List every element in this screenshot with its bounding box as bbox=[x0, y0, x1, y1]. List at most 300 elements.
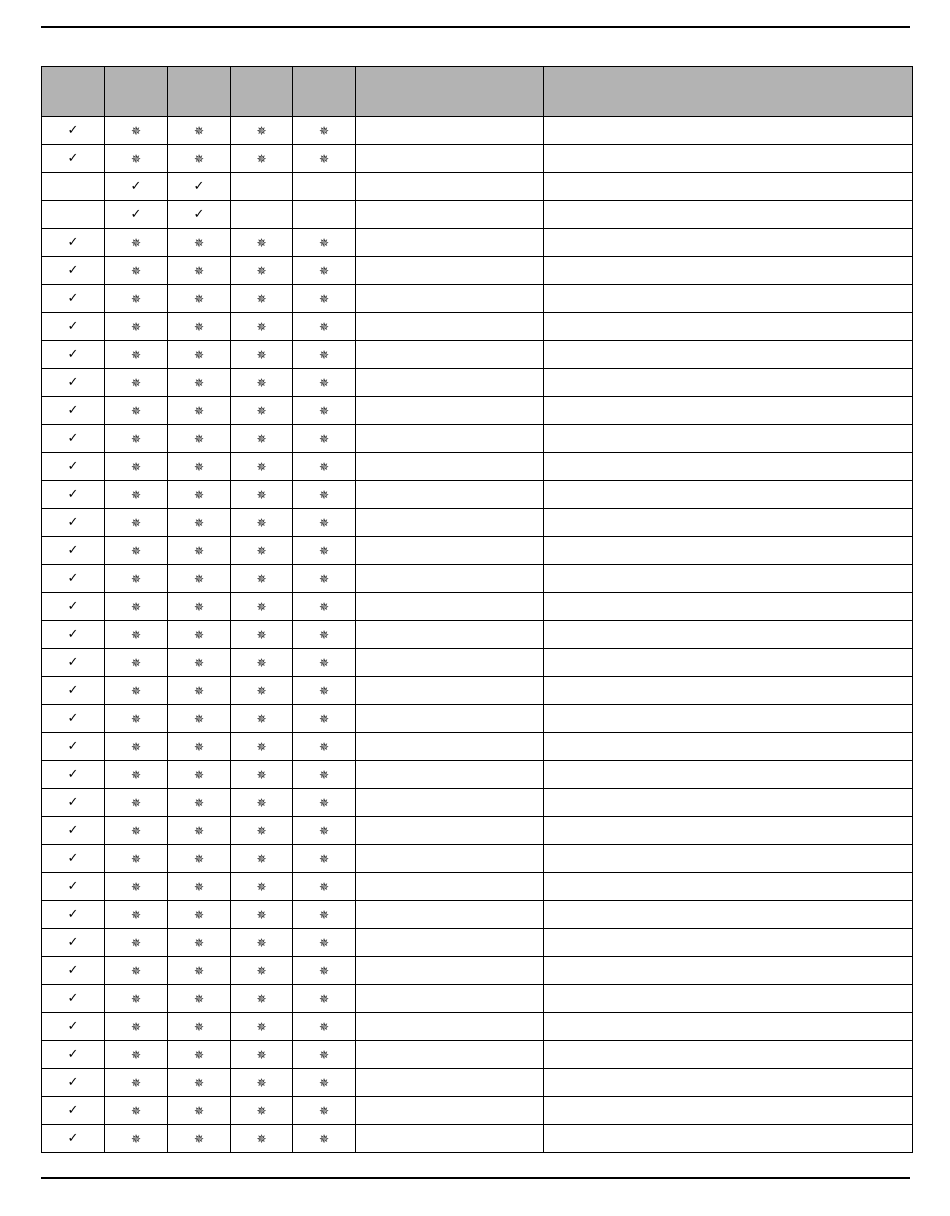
table-cell bbox=[105, 621, 168, 649]
asterisk-icon: ✵ bbox=[193, 851, 205, 866]
table-cell bbox=[168, 845, 231, 873]
table-cell bbox=[544, 901, 913, 929]
table-cell bbox=[168, 649, 231, 677]
table-cell bbox=[231, 901, 293, 929]
asterisk-icon: ✵ bbox=[318, 291, 330, 306]
table-cell bbox=[168, 285, 231, 313]
table-cell bbox=[293, 705, 356, 733]
table-cell bbox=[168, 1041, 231, 1069]
table-cell bbox=[231, 201, 293, 229]
table-cell bbox=[105, 957, 168, 985]
table-cell bbox=[293, 201, 356, 229]
table-cell bbox=[168, 873, 231, 901]
table-cell bbox=[42, 313, 105, 341]
table-cell bbox=[168, 705, 231, 733]
table-cell bbox=[544, 257, 913, 285]
table-cell bbox=[293, 649, 356, 677]
table-row bbox=[42, 789, 913, 817]
table-cell bbox=[544, 173, 913, 201]
table-cell bbox=[293, 761, 356, 789]
table-cell bbox=[231, 537, 293, 565]
asterisk-icon: ✵ bbox=[130, 431, 142, 446]
asterisk-icon: ✵ bbox=[318, 907, 330, 922]
asterisk-icon: ✵ bbox=[318, 151, 330, 166]
asterisk-icon: ✵ bbox=[193, 1075, 205, 1090]
check-icon: ✓ bbox=[67, 375, 79, 390]
table-cell bbox=[293, 425, 356, 453]
column-header bbox=[168, 67, 231, 117]
column-header bbox=[42, 67, 105, 117]
table-cell bbox=[231, 257, 293, 285]
table-row bbox=[42, 1013, 913, 1041]
asterisk-icon: ✵ bbox=[130, 375, 142, 390]
table-cell bbox=[168, 677, 231, 705]
table-row bbox=[42, 537, 913, 565]
table-cell bbox=[105, 481, 168, 509]
table-cell bbox=[42, 705, 105, 733]
table-cell bbox=[231, 397, 293, 425]
asterisk-icon: ✵ bbox=[256, 683, 267, 698]
check-icon: ✓ bbox=[193, 179, 205, 194]
table-cell bbox=[42, 565, 105, 593]
asterisk-icon: ✵ bbox=[318, 683, 330, 698]
table-cell bbox=[231, 425, 293, 453]
asterisk-icon: ✵ bbox=[193, 459, 205, 474]
asterisk-icon: ✵ bbox=[256, 879, 267, 894]
table-cell bbox=[168, 985, 231, 1013]
table-cell bbox=[356, 817, 544, 845]
table-cell bbox=[42, 649, 105, 677]
table-cell bbox=[42, 985, 105, 1013]
table-cell bbox=[544, 593, 913, 621]
asterisk-icon: ✵ bbox=[130, 627, 142, 642]
check-icon: ✓ bbox=[67, 1075, 79, 1090]
asterisk-icon: ✵ bbox=[130, 879, 142, 894]
table-cell bbox=[544, 929, 913, 957]
table-cell bbox=[231, 677, 293, 705]
table-cell bbox=[105, 649, 168, 677]
table-cell bbox=[168, 929, 231, 957]
table-cell bbox=[544, 1097, 913, 1125]
column-header bbox=[293, 67, 356, 117]
table-cell bbox=[231, 481, 293, 509]
check-icon: ✓ bbox=[67, 823, 79, 838]
table-row bbox=[42, 929, 913, 957]
table-cell bbox=[356, 733, 544, 761]
table-cell bbox=[168, 313, 231, 341]
asterisk-icon: ✵ bbox=[130, 963, 142, 978]
table-cell bbox=[42, 145, 105, 173]
table-cell bbox=[356, 285, 544, 313]
asterisk-icon: ✵ bbox=[130, 291, 142, 306]
table-cell bbox=[231, 817, 293, 845]
table-cell bbox=[293, 677, 356, 705]
table-cell bbox=[42, 285, 105, 313]
table-cell bbox=[42, 369, 105, 397]
check-icon: ✓ bbox=[67, 879, 79, 894]
table-cell bbox=[293, 117, 356, 145]
asterisk-icon: ✵ bbox=[318, 711, 330, 726]
table-row bbox=[42, 453, 913, 481]
asterisk-icon: ✵ bbox=[256, 1019, 267, 1034]
asterisk-icon: ✵ bbox=[256, 235, 267, 250]
asterisk-icon: ✵ bbox=[256, 515, 267, 530]
table-cell bbox=[544, 817, 913, 845]
asterisk-icon: ✵ bbox=[256, 571, 267, 586]
table-cell bbox=[356, 901, 544, 929]
asterisk-icon: ✵ bbox=[193, 235, 205, 250]
table-row bbox=[42, 173, 913, 201]
column-header bbox=[356, 67, 544, 117]
table-cell bbox=[168, 341, 231, 369]
asterisk-icon: ✵ bbox=[318, 599, 330, 614]
asterisk-icon: ✵ bbox=[130, 459, 142, 474]
asterisk-icon: ✵ bbox=[193, 739, 205, 754]
table-cell bbox=[105, 1069, 168, 1097]
asterisk-icon: ✵ bbox=[318, 739, 330, 754]
check-icon: ✓ bbox=[67, 767, 79, 782]
asterisk-icon: ✵ bbox=[130, 711, 142, 726]
asterisk-icon: ✵ bbox=[193, 1131, 205, 1146]
table-cell bbox=[356, 677, 544, 705]
asterisk-icon: ✵ bbox=[256, 655, 267, 670]
table-cell bbox=[356, 873, 544, 901]
table-cell bbox=[105, 537, 168, 565]
check-icon: ✓ bbox=[67, 431, 79, 446]
table-cell bbox=[356, 1069, 544, 1097]
check-icon: ✓ bbox=[67, 403, 79, 418]
table-cell bbox=[544, 677, 913, 705]
table-cell bbox=[231, 145, 293, 173]
asterisk-icon: ✵ bbox=[130, 991, 142, 1006]
table-cell bbox=[544, 425, 913, 453]
table-cell bbox=[168, 901, 231, 929]
table-cell bbox=[544, 313, 913, 341]
asterisk-icon: ✵ bbox=[193, 1019, 205, 1034]
column-header bbox=[105, 67, 168, 117]
asterisk-icon: ✵ bbox=[256, 123, 267, 138]
table-cell bbox=[231, 789, 293, 817]
asterisk-icon: ✵ bbox=[130, 935, 142, 950]
check-icon: ✓ bbox=[67, 795, 79, 810]
asterisk-icon: ✵ bbox=[318, 1019, 330, 1034]
table-cell bbox=[168, 593, 231, 621]
table-cell bbox=[168, 733, 231, 761]
table-row bbox=[42, 621, 913, 649]
table-cell bbox=[42, 173, 105, 201]
table-cell bbox=[231, 957, 293, 985]
asterisk-icon: ✵ bbox=[130, 851, 142, 866]
table-cell bbox=[231, 117, 293, 145]
asterisk-icon: ✵ bbox=[193, 263, 205, 278]
asterisk-icon: ✵ bbox=[193, 291, 205, 306]
table-cell bbox=[168, 509, 231, 537]
asterisk-icon: ✵ bbox=[256, 459, 267, 474]
table-cell bbox=[105, 789, 168, 817]
table-cell bbox=[231, 565, 293, 593]
table-cell bbox=[42, 117, 105, 145]
asterisk-icon: ✵ bbox=[130, 235, 142, 250]
asterisk-icon: ✵ bbox=[130, 151, 142, 166]
asterisk-icon: ✵ bbox=[193, 543, 205, 558]
asterisk-icon: ✵ bbox=[318, 319, 330, 334]
table-cell bbox=[42, 761, 105, 789]
table-cell bbox=[168, 817, 231, 845]
asterisk-icon: ✵ bbox=[193, 515, 205, 530]
table-cell bbox=[544, 117, 913, 145]
table-cell bbox=[544, 957, 913, 985]
table-cell bbox=[168, 537, 231, 565]
table-cell bbox=[105, 173, 168, 201]
table-cell bbox=[231, 621, 293, 649]
table-cell bbox=[105, 1041, 168, 1069]
asterisk-icon: ✵ bbox=[256, 599, 267, 614]
table-cell bbox=[105, 845, 168, 873]
table-cell bbox=[105, 509, 168, 537]
table-cell bbox=[168, 117, 231, 145]
check-icon: ✓ bbox=[130, 207, 142, 222]
table-cell bbox=[293, 509, 356, 537]
asterisk-icon: ✵ bbox=[256, 823, 267, 838]
asterisk-icon: ✵ bbox=[318, 263, 330, 278]
asterisk-icon: ✵ bbox=[193, 151, 205, 166]
check-icon: ✓ bbox=[67, 655, 79, 670]
table-cell bbox=[231, 1069, 293, 1097]
asterisk-icon: ✵ bbox=[193, 487, 205, 502]
table-cell bbox=[105, 313, 168, 341]
table-row bbox=[42, 509, 913, 537]
asterisk-icon: ✵ bbox=[256, 767, 267, 782]
asterisk-icon: ✵ bbox=[318, 123, 330, 138]
asterisk-icon: ✵ bbox=[193, 907, 205, 922]
table-cell bbox=[293, 453, 356, 481]
table-cell bbox=[231, 649, 293, 677]
check-icon: ✓ bbox=[67, 739, 79, 754]
asterisk-icon: ✵ bbox=[256, 403, 267, 418]
asterisk-icon: ✵ bbox=[256, 1047, 267, 1062]
asterisk-icon: ✵ bbox=[256, 851, 267, 866]
table-cell bbox=[293, 1097, 356, 1125]
table-cell bbox=[231, 1097, 293, 1125]
table-row bbox=[42, 397, 913, 425]
table-cell bbox=[231, 341, 293, 369]
table-cell bbox=[356, 649, 544, 677]
table-cell bbox=[231, 985, 293, 1013]
table-cell bbox=[544, 761, 913, 789]
table-cell bbox=[105, 761, 168, 789]
table-cell bbox=[293, 313, 356, 341]
asterisk-icon: ✵ bbox=[256, 375, 267, 390]
check-icon: ✓ bbox=[67, 599, 79, 614]
asterisk-icon: ✵ bbox=[193, 655, 205, 670]
table-cell bbox=[293, 621, 356, 649]
table-cell bbox=[356, 537, 544, 565]
table-cell bbox=[168, 789, 231, 817]
table-cell bbox=[293, 593, 356, 621]
bottom-rule bbox=[41, 1177, 910, 1179]
table-cell bbox=[356, 789, 544, 817]
table-cell bbox=[168, 173, 231, 201]
table-cell bbox=[293, 397, 356, 425]
asterisk-icon: ✵ bbox=[193, 823, 205, 838]
table-cell bbox=[168, 1097, 231, 1125]
check-icon: ✓ bbox=[193, 207, 205, 222]
asterisk-icon: ✵ bbox=[318, 655, 330, 670]
table-cell bbox=[168, 201, 231, 229]
table-row bbox=[42, 1041, 913, 1069]
table-cell bbox=[42, 1097, 105, 1125]
check-icon: ✓ bbox=[67, 319, 79, 334]
table-cell bbox=[544, 229, 913, 257]
check-icon: ✓ bbox=[67, 683, 79, 698]
table-cell bbox=[42, 817, 105, 845]
table-cell bbox=[231, 1041, 293, 1069]
table-cell bbox=[105, 565, 168, 593]
table-cell bbox=[105, 117, 168, 145]
table-cell bbox=[42, 397, 105, 425]
table-cell bbox=[356, 761, 544, 789]
table-cell bbox=[356, 509, 544, 537]
table-cell bbox=[42, 341, 105, 369]
asterisk-icon: ✵ bbox=[130, 1131, 142, 1146]
table-cell bbox=[356, 481, 544, 509]
check-icon: ✓ bbox=[67, 991, 79, 1006]
asterisk-icon: ✵ bbox=[256, 1075, 267, 1090]
top-rule bbox=[41, 26, 910, 28]
table-cell bbox=[231, 229, 293, 257]
asterisk-icon: ✵ bbox=[130, 599, 142, 614]
table-cell bbox=[544, 649, 913, 677]
table-cell bbox=[105, 1013, 168, 1041]
table-cell bbox=[42, 957, 105, 985]
table-cell bbox=[168, 1069, 231, 1097]
check-icon: ✓ bbox=[67, 571, 79, 586]
table-cell bbox=[231, 285, 293, 313]
table-row bbox=[42, 845, 913, 873]
table-cell bbox=[356, 453, 544, 481]
asterisk-icon: ✵ bbox=[256, 991, 267, 1006]
asterisk-icon: ✵ bbox=[130, 347, 142, 362]
table-row bbox=[42, 229, 913, 257]
check-icon: ✓ bbox=[67, 459, 79, 474]
table-cell bbox=[356, 1041, 544, 1069]
table-cell bbox=[544, 145, 913, 173]
table-cell bbox=[293, 985, 356, 1013]
asterisk-icon: ✵ bbox=[193, 403, 205, 418]
table-cell bbox=[231, 313, 293, 341]
asterisk-icon: ✵ bbox=[130, 795, 142, 810]
table-cell bbox=[356, 929, 544, 957]
asterisk-icon: ✵ bbox=[318, 795, 330, 810]
table-row bbox=[42, 733, 913, 761]
table-cell bbox=[356, 705, 544, 733]
table-row bbox=[42, 369, 913, 397]
table-cell bbox=[544, 789, 913, 817]
column-header bbox=[544, 67, 913, 117]
check-icon: ✓ bbox=[67, 487, 79, 502]
table-cell bbox=[42, 845, 105, 873]
table-cell bbox=[544, 453, 913, 481]
table-cell bbox=[231, 733, 293, 761]
table-cell bbox=[231, 453, 293, 481]
table-cell bbox=[293, 369, 356, 397]
asterisk-icon: ✵ bbox=[193, 375, 205, 390]
table-cell bbox=[168, 453, 231, 481]
table-cell bbox=[356, 845, 544, 873]
table-cell bbox=[544, 565, 913, 593]
table-cell bbox=[231, 1125, 293, 1153]
table-cell bbox=[42, 621, 105, 649]
table-cell bbox=[168, 1125, 231, 1153]
table-row bbox=[42, 425, 913, 453]
asterisk-icon: ✵ bbox=[318, 991, 330, 1006]
table-cell bbox=[231, 929, 293, 957]
table-cell bbox=[356, 621, 544, 649]
check-icon: ✓ bbox=[67, 291, 79, 306]
table-cell bbox=[293, 481, 356, 509]
asterisk-icon: ✵ bbox=[256, 935, 267, 950]
asterisk-icon: ✵ bbox=[193, 347, 205, 362]
table-row bbox=[42, 901, 913, 929]
asterisk-icon: ✵ bbox=[256, 907, 267, 922]
asterisk-icon: ✵ bbox=[318, 347, 330, 362]
table-cell bbox=[105, 453, 168, 481]
asterisk-icon: ✵ bbox=[193, 1047, 205, 1062]
table-cell bbox=[168, 145, 231, 173]
table-cell bbox=[293, 733, 356, 761]
table-cell bbox=[293, 789, 356, 817]
table-cell bbox=[356, 229, 544, 257]
table-row bbox=[42, 117, 913, 145]
asterisk-icon: ✵ bbox=[130, 1019, 142, 1034]
feature-matrix-table bbox=[41, 66, 913, 1153]
table-cell bbox=[105, 1125, 168, 1153]
table-cell bbox=[356, 117, 544, 145]
table-cell bbox=[293, 817, 356, 845]
asterisk-icon: ✵ bbox=[193, 767, 205, 782]
table-cell bbox=[42, 1013, 105, 1041]
asterisk-icon: ✵ bbox=[130, 319, 142, 334]
table-cell bbox=[105, 369, 168, 397]
table-cell bbox=[105, 285, 168, 313]
table-cell bbox=[168, 761, 231, 789]
table-cell bbox=[356, 1097, 544, 1125]
table-row bbox=[42, 985, 913, 1013]
asterisk-icon: ✵ bbox=[256, 627, 267, 642]
table-cell bbox=[544, 1041, 913, 1069]
table-cell bbox=[105, 929, 168, 957]
table-cell bbox=[356, 957, 544, 985]
table-cell bbox=[105, 901, 168, 929]
table-cell bbox=[231, 509, 293, 537]
check-icon: ✓ bbox=[67, 851, 79, 866]
table-cell bbox=[544, 369, 913, 397]
check-icon: ✓ bbox=[67, 711, 79, 726]
table-cell bbox=[544, 845, 913, 873]
table-cell bbox=[231, 873, 293, 901]
table-cell bbox=[544, 537, 913, 565]
asterisk-icon: ✵ bbox=[318, 375, 330, 390]
check-icon: ✓ bbox=[67, 543, 79, 558]
table-cell bbox=[356, 593, 544, 621]
table-cell bbox=[293, 229, 356, 257]
table-cell bbox=[293, 341, 356, 369]
asterisk-icon: ✵ bbox=[256, 319, 267, 334]
asterisk-icon: ✵ bbox=[130, 571, 142, 586]
asterisk-icon: ✵ bbox=[256, 291, 267, 306]
table-cell bbox=[231, 705, 293, 733]
table-cell bbox=[42, 229, 105, 257]
